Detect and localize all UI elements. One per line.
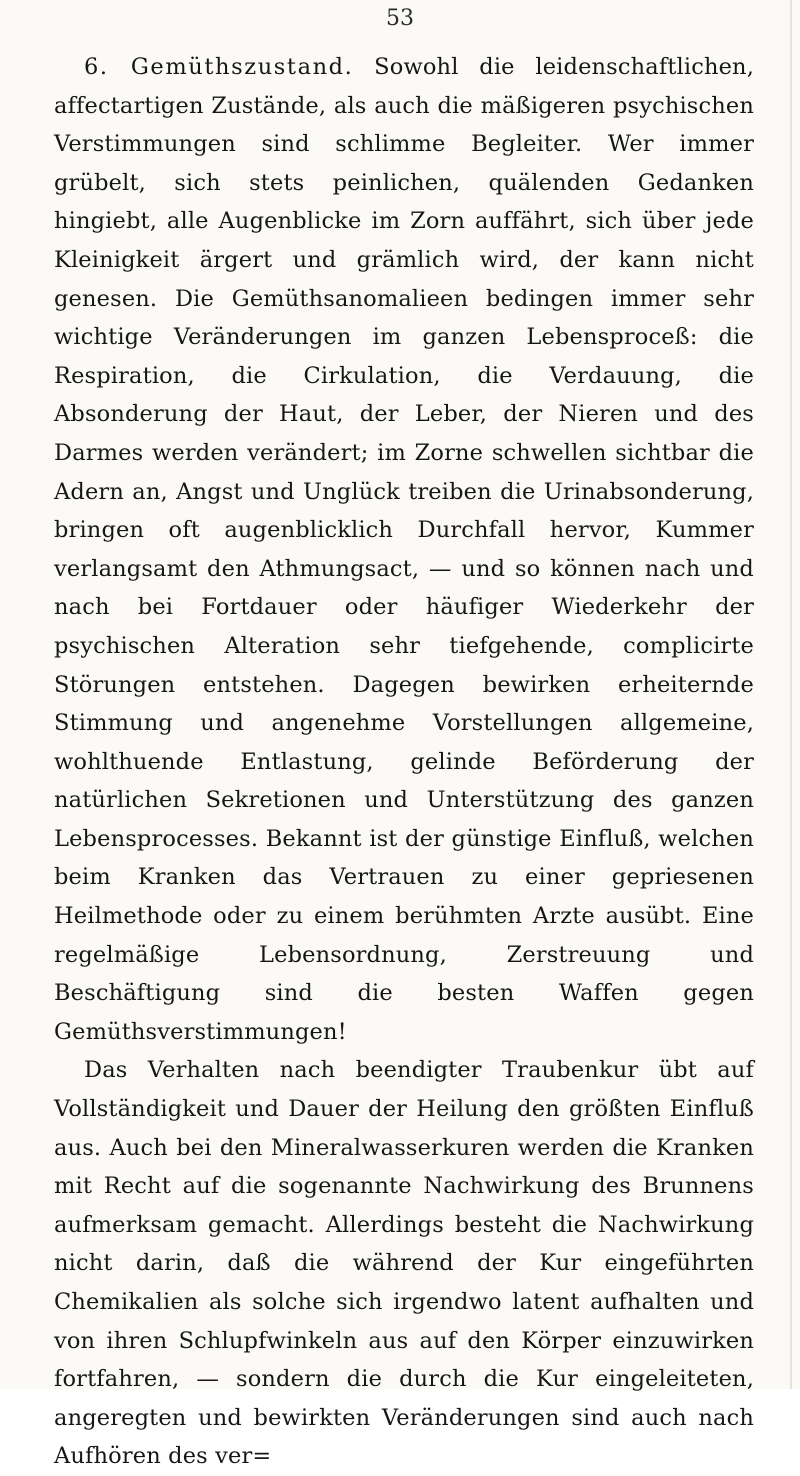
page-number: 53 [386,6,414,31]
section-heading: 6. Gemüthszustand. [84,54,354,80]
paragraph-text: Sowohl die leidenschaftlichen, affectartigen Zustände, als auch die mäßigeren psychischen Verstimmungen sind schlimme Begleiter. Wer immer grübelt, sich stets peinlichen, quälenden Gedanken hingiebt, alle Augenblicke im Zorn auffährt, sich über jede Kleinigkeit ärgert und grämlich wird, der kann nicht genesen. Die Gemüthsanomalieen bedingen immer sehr wichtige Veränderungen im ganzen Lebensproceß: die Respiration, die Cirkulation, die Verdauung, die Absonderung der Haut, der Leber, der Nieren und des Darmes werden verändert; im Zorne schwellen sichtbar die Adern an, Angst und Unglück treiben die Urinabsonderung, bringen oft augenblicklich Durchfall hervor, Kummer verlangsamt den Athmungsact, — und so können nach und nach bei Fortdauer oder häufiger Wiederkehr der psychischen Alteration sehr tiefgehende, complicirte Störungen entstehen. Dagegen bewirken erheiternde Stimmung und angenehme Vorstellungen allgemeine, wohlthuende Entlastung, gelinde Beförderung der natürlichen Sekretionen und Unterstützung des ganzen Lebensprocesses. Bekannt ist der günstige Einfluß, welchen beim Kranken das Vertrauen zu einer gepriesenen Heilmethode oder zu einem berühmten Arzte ausübt. Eine regelmäßige Lebensordnung, Zerstreuung und Beschäftigung sind die besten Waffen gegen Gemüthsverstimmungen! [54,54,754,1045]
body-text [54,48,754,1476]
paragraph-text: Das Verhalten nach beendigter Traubenkur übt auf Vollständigkeit und Dauer der Heilung den größten Einfluß aus. Auch bei den Mineralwasserkuren werden die Kranken mit Recht auf die sogenannte Nachwirkung des Brunnens aufmerksam gemacht. Allerdings besteht die Nachwirkung nicht darin, daß die während der Kur eingeführten Chemikalien als solche sich irgendwo latent aufhalten und von ihren Schlupfwinkeln aus auf den Körper einzuwirken fortfahren, — sondern die durch die Kur eingeleiteten, angeregten und bewirkten Veränderungen sind auch nach Aufhören des ver= [54,1057,754,1470]
paragraph-gemuethszustand [54,48,754,1051]
paragraph-verhalten [54,1051,754,1476]
page-edge [790,0,792,1389]
